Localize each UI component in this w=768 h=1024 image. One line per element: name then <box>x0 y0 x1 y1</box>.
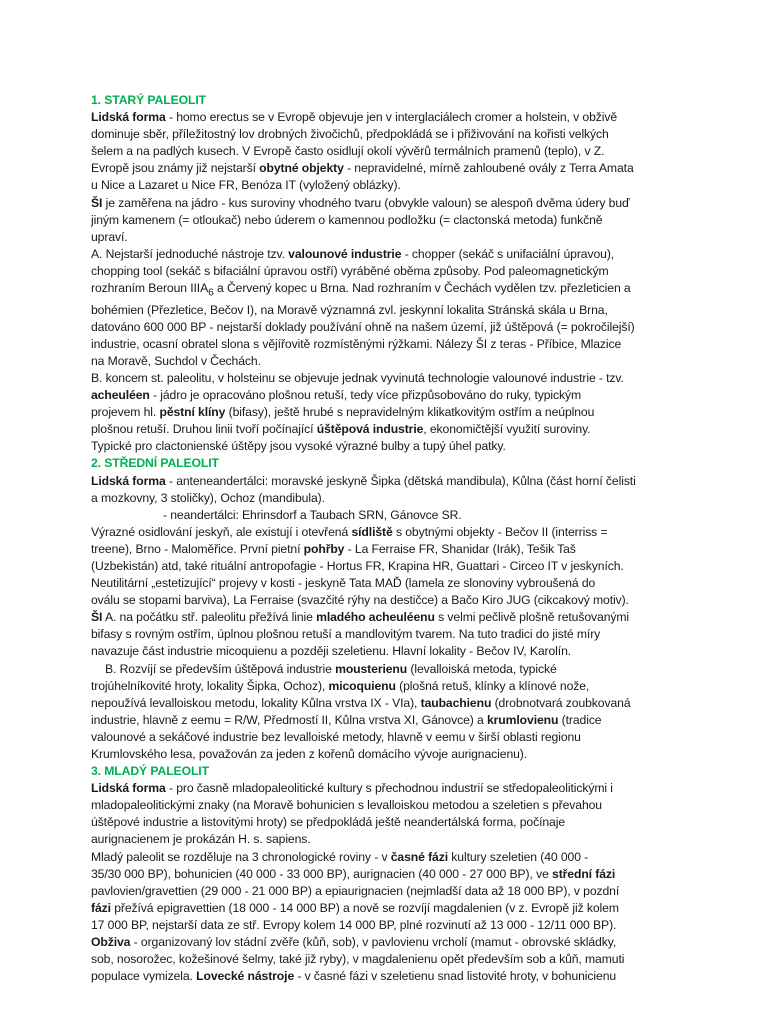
paragraph-line: 17 000 BP, nejstarší data ze stř. Evropy kolem 14 000 BP, plné rozvinutí až 13 000 - 12/11 000 BP). <box>91 917 617 932</box>
paragraph-line: chopping tool (sekáč s bifaciální úpravou ostří) vyráběné oběma způsoby. Pod paleomagnetickým <box>91 263 609 278</box>
text-run: 35/30 000 BP), bohunicien (40 000 - 33 000 BP), aurignacien (40 000 - 27 000 BP), ve <box>91 866 553 881</box>
text-run: Výrazné osidlování jeskyň, ale existují i otevřená <box>91 524 352 539</box>
paragraph-line: industrie, ocasní obratel slona s vějířovitě rozmístěnými rýžkami. Nálezy ŠI z teras - Příbice, Mlazice <box>91 336 622 351</box>
text-run: s velmi pečlivě plošně retušovanými <box>434 610 630 625</box>
paragraph-line <box>91 541 691 558</box>
paragraph-line: navazuje část industrie micoquienu a později szeletienu. Hlavní lokality - Bečov IV, Karolín. <box>91 644 572 659</box>
text-run: a Červený kopec u Brna. Nad rozhraním v Čechách vydělen tzv. přezleticien a <box>213 281 631 296</box>
paragraph-line: (Uzbekistán) atd, také rituální antropofagie - Hortus FR, Krapina HR, Guattari - Circeo IT v jeskyních. <box>91 558 624 573</box>
section-heading-mlady-paleolit: 3. MLADÝ PALEOLIT <box>91 764 209 779</box>
term: taubachienu <box>420 695 492 710</box>
text-run: - La Ferraise FR, Shanidar (Irák), Tešik Taš <box>344 541 576 556</box>
paragraph-line: šelem a na padlých kusech. V Evropě často osidlují okolí vývěrů termálních pramenů (teplo), v Z. <box>91 144 605 159</box>
paragraph-line <box>91 109 691 126</box>
paragraph-line: dominuje sběr, příležitostný lov drobných živočichů, předpokládá se i přiživování na kořisti velkých <box>91 127 609 142</box>
term: ŠI <box>91 195 103 210</box>
paragraph-line <box>91 968 691 985</box>
text-run: Mladý paleolit se rozděluje na 3 chronologické roviny - v <box>91 849 391 864</box>
text-run: industrie, hlavně z eemu = R/W, Předmostí II, Kůlna vrstva XI, Gánovce) a <box>91 712 487 727</box>
paragraph-line: upraví. <box>91 229 128 244</box>
paragraph-line <box>91 849 691 866</box>
text-run: - anteneandertálci: moravské jeskyně Šipka (dětská mandibula), Kůlna (část horní čelisti <box>165 473 636 488</box>
text-run: trojúhelníkovité hroty, lokality Šipka, Ochoz), <box>91 678 329 693</box>
paragraph-line <box>91 421 691 438</box>
text-run: přežívá epigravettien (18 000 - 14 000 BP) a nově se rozvíjí magdalenien (v z. Evropě již kolem <box>110 900 619 915</box>
term: Obživa <box>91 935 131 950</box>
text-run: je zaměřena na jádro - kus suroviny vhodného tvaru (obvykle valoun) se alespoň dvěma údery buď <box>102 195 630 210</box>
term: valounové industrie <box>288 246 402 261</box>
text-run: Evropě jsou známy již nejstarší <box>91 161 260 176</box>
text-run: s obytnými objekty - Bečov II (interriss = <box>392 524 608 539</box>
paragraph-line: úštěpové industrie a listovitými hroty) se předpokládá ještě neandertálská forma, počínaje <box>91 815 566 830</box>
text-run: (bifasy), ještě hrubé s nepravidelným klikatkovitým ostřím a neúplnou <box>225 405 595 420</box>
text-run: B. Rozvíjí se především úštěpová industrie <box>105 661 336 676</box>
paragraph-line: sob, nosorožec, kožešinové šelmy, také již ryby), v magdalenienu opět především sob a kůň, mamuti <box>91 952 625 967</box>
text-run: A. Nejstarší jednoduché nástroje tzv. <box>91 246 289 261</box>
paragraph-line <box>91 387 691 404</box>
paragraph-line <box>91 934 691 951</box>
paragraph-line: oválu se stopami barviva), La Ferraise (svazčité rýhy na destičce) a Bačo Kiro JUG (cikcakový motiv). <box>91 593 629 608</box>
term: fázi <box>91 900 111 915</box>
term: časné fázi <box>390 849 448 864</box>
paragraph-line <box>91 246 691 263</box>
text-run: - chopper (sekáč s unifaciální úpravou), <box>401 246 615 261</box>
term: střední fázi <box>552 866 616 881</box>
paragraph-line <box>91 661 691 678</box>
paragraph-line <box>91 900 691 917</box>
text-run: - pro časně mladopaleolitické kultury s přechodnou industrií se středopaleolitickými i <box>165 781 613 796</box>
paragraph-line <box>91 695 691 712</box>
text-run: plošnou retuší. Druhou linii tvoří počínající <box>91 422 317 437</box>
paragraph-line: Neutilitární „estetizující“ projevy v kosti - jeskyně Tata MAĎ (lamela ze slonoviny vybroušená do <box>91 576 596 591</box>
text-run: - nepravidelné, mírně zahloubené ovály z Terra Amata <box>343 161 634 176</box>
document-body <box>91 92 691 985</box>
paragraph-line: B. koncem st. paleolitu, v holsteinu se objevuje jednak vyvinutá technologie valounové industrie - tzv. <box>91 370 624 385</box>
term: micoquienu <box>328 678 396 693</box>
paragraph-line <box>91 160 691 177</box>
paragraph-line: mladopaleolitickými znaky (na Moravě bohunicien s levalloiskou metodou a szeletien s převahou <box>91 798 602 813</box>
paragraph-line: pavlovien/gravettien (29 000 - 21 000 BP) a epiaurignacien (nejmladší data až 18 000 BP), v pozdní <box>91 883 620 898</box>
text-run: kultury szeletien (40 000 - <box>448 849 589 864</box>
text-run: (plošná retuš, klínky a klínové nože, <box>395 678 590 693</box>
text-run: populace vymizela. <box>91 969 197 984</box>
term: mladého acheuléenu <box>316 610 435 625</box>
paragraph-line <box>91 280 691 302</box>
paragraph-line: Krumlovského lesa, považován za jeden z kořenů domácího vývoje aurignacienu). <box>91 747 528 761</box>
term: acheuléen <box>91 388 150 403</box>
text-run: (levalloiská metoda, typické <box>407 661 557 676</box>
text-run: rozhraním Beroun IIIA <box>91 281 209 296</box>
text-run: - jádro je opracováno plošnou retuší, tedy více přizpůsobováno do ruky, typickým <box>149 388 582 403</box>
section-heading-stredni-paleolit: 2. STŘEDNÍ PALEOLIT <box>91 456 219 471</box>
paragraph-line: - neandertálci: Ehrinsdorf a Taubach SRN, Gánovce SR. <box>163 507 462 522</box>
term: úštěpová industrie <box>316 422 424 437</box>
paragraph-line <box>91 678 691 695</box>
paragraph-line: bifasy s rovným ostřím, úplnou plošnou retuší a mandlovitým tvarem. Na tuto tradici do jisté míry <box>91 627 601 642</box>
paragraph-line: jiným kamenem (= otloukač) nebo úderem o kamennou podložku (= clactonská metoda) funkčně <box>91 212 603 227</box>
text-run: treene), Brno - Maloměřice. První pietní <box>91 541 304 556</box>
paragraph-line <box>91 473 691 490</box>
paragraph-line: valounové a sekáčové industrie bez levalloiské metody, hlavně v eemu v širší oblasti regionu <box>91 729 581 744</box>
term: sídliště <box>351 524 393 539</box>
paragraph-line <box>91 609 691 626</box>
section-heading-stary-paleolit: 1. STARÝ PALEOLIT <box>91 93 206 107</box>
paragraph-line: datováno 600 000 BP - nejstarší doklady používání ohně na našem území, již úštěpová (= pokročilejší) <box>91 319 635 334</box>
text-run: - v časné fázi v szeletienu snad listovité hroty, v bohunicienu <box>294 969 617 984</box>
text-run: A. na počátku stř. paleolitu přežívá linie <box>102 610 317 625</box>
paragraph-line: a mozkovny, 3 stoličky), Ochoz (mandibula). <box>91 490 325 505</box>
term: Lidská forma <box>91 473 166 488</box>
term: mousterienu <box>335 661 408 676</box>
text-run: - organizovaný lov stádní zvěře (kůň, sob), v pavlovienu vrcholí (mamut - obrovské skládky, <box>130 935 617 950</box>
term: Lidská forma <box>91 781 166 796</box>
text-run: (drobnotvará zoubkovaná <box>491 695 631 710</box>
paragraph-line: u Nice a Lazaret u Nice FR, Benóza IT (vyložený oblázky). <box>91 178 401 193</box>
text-run: , ekonomičtější využití suroviny. <box>423 422 591 437</box>
term: krumlovienu <box>486 712 559 727</box>
text-run: nepoužívá levalloiskou metodu, lokality Kůlna vrstva IX - VIa), <box>91 695 421 710</box>
term: pěstní klíny <box>159 405 226 420</box>
term: Lovecké nástroje <box>196 969 295 984</box>
subscript: 6 <box>208 287 214 299</box>
paragraph-line <box>91 195 691 212</box>
text-run: - homo erectus se v Evropě objevuje jen v interglaciálech cromer a holstein, v obživě <box>165 110 618 125</box>
paragraph-line <box>91 780 691 797</box>
paragraph-line: na Moravě, Suchdol v Čechách. <box>91 353 261 368</box>
paragraph-line <box>91 404 691 421</box>
paragraph-line: Typické pro clactonienské úštěpy jsou vysoké výrazné bulby a tupý úhel patky. <box>91 439 506 454</box>
paragraph-line <box>91 524 691 541</box>
paragraph-line <box>91 866 691 883</box>
text-run: (tradice <box>558 712 602 727</box>
term: pohřby <box>303 541 345 556</box>
paragraph-line: bohémien (Přezletice, Bečov I), na Moravě významná zvl. jeskynní lokalita Stránská skála u Brna, <box>91 302 608 317</box>
term: Lidská forma <box>91 110 166 125</box>
term: obytné objekty <box>259 161 344 176</box>
paragraph-line <box>91 712 691 729</box>
term: ŠI <box>91 610 103 625</box>
paragraph-line: aurignacienem je prokázán H. s. sapiens. <box>91 832 311 847</box>
text-run: projevem hl. <box>91 405 160 420</box>
